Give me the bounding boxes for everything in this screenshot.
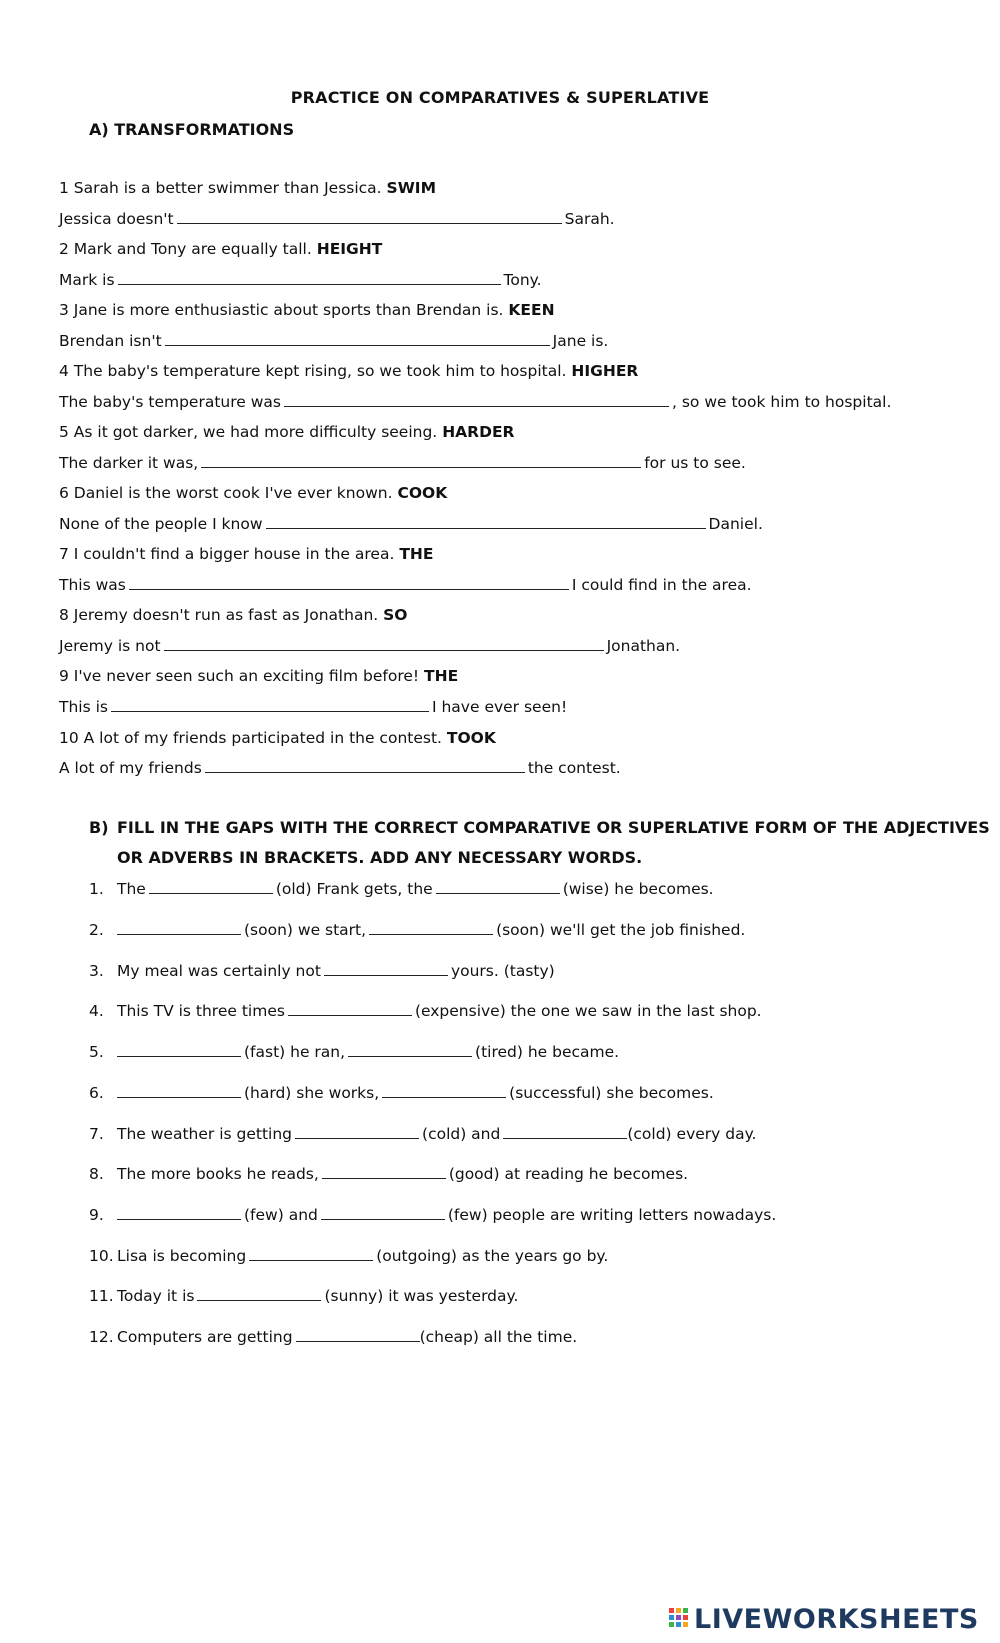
- gap-blank[interactable]: [348, 1042, 472, 1057]
- b-item-2: [89, 919, 745, 941]
- item-number: 9.: [89, 1206, 104, 1224]
- prompt-text: 6 Daniel is the worst cook I've ever known.: [59, 484, 393, 502]
- item-number: 10.: [89, 1247, 114, 1265]
- answer-blank[interactable]: [111, 697, 429, 712]
- gap-blank[interactable]: [295, 1124, 419, 1139]
- keyword: COOK: [397, 484, 448, 502]
- answer-start: Mark is: [59, 271, 115, 289]
- a-item-8-prompt: [59, 604, 407, 626]
- item-text: (few) and: [244, 1206, 318, 1224]
- gap-blank[interactable]: [149, 879, 273, 894]
- liveworksheets-logo-text: LIVEWORKSHEETS: [694, 1603, 979, 1635]
- answer-blank[interactable]: [201, 453, 641, 468]
- item-text: (successful) she becomes.: [509, 1084, 714, 1102]
- a-item-7-prompt: [59, 543, 433, 565]
- answer-blank[interactable]: [118, 270, 501, 285]
- a-item-10-prompt: [59, 727, 496, 749]
- item-text: (outgoing) as the years go by.: [376, 1247, 609, 1265]
- gap-blank[interactable]: [117, 1042, 241, 1057]
- section-b-heading-line2: OR ADVERBS IN BRACKETS. ADD ANY NECESSARY WORDS.: [117, 848, 643, 867]
- item-text: This TV is three times: [117, 1002, 285, 1020]
- a-item-5-answer: [59, 452, 746, 474]
- answer-end: for us to see.: [644, 454, 746, 472]
- a-item-4-answer: [59, 391, 891, 413]
- item-text: (cold) every day.: [627, 1125, 757, 1143]
- b-item-3: [89, 960, 555, 982]
- answer-start: A lot of my friends: [59, 759, 202, 777]
- item-number: 8.: [89, 1165, 104, 1183]
- a-item-3-answer: [59, 330, 608, 352]
- gap-blank[interactable]: [322, 1164, 446, 1179]
- answer-end: Tony.: [503, 271, 542, 289]
- keyword: THE: [424, 667, 459, 685]
- b-item-6: [89, 1082, 714, 1104]
- keyword: SO: [383, 606, 408, 624]
- item-text: (cold) and: [422, 1125, 501, 1143]
- item-text: (good) at reading he becomes.: [448, 1165, 689, 1183]
- answer-blank[interactable]: [165, 331, 550, 346]
- item-text: (hard) she works,: [244, 1084, 380, 1102]
- answer-end: I could find in the area.: [571, 576, 752, 594]
- item-text: (old) Frank gets, the: [275, 880, 433, 898]
- section-b-heading-cont: [89, 847, 642, 869]
- item-text: (cheap) all the time.: [419, 1328, 578, 1346]
- gap-blank[interactable]: [117, 1083, 241, 1098]
- b-item-9: [89, 1204, 776, 1226]
- item-text: (few) people are writing letters nowadays.: [447, 1206, 777, 1224]
- item-text: (wise) he becomes.: [562, 880, 714, 898]
- b-item-10: [89, 1245, 608, 1267]
- item-number: 2.: [89, 921, 104, 939]
- answer-end: Daniel.: [708, 515, 763, 533]
- item-number: 6.: [89, 1084, 104, 1102]
- prompt-text: 8 Jeremy doesn't run as fast as Jonathan.: [59, 606, 379, 624]
- answer-blank[interactable]: [177, 209, 562, 224]
- prompt-text: 1 Sarah is a better swimmer than Jessica.: [59, 179, 382, 197]
- prompt-text: 5 As it got darker, we had more difficulty seeing.: [59, 423, 438, 441]
- a-item-2-answer: [59, 269, 542, 291]
- item-text: Computers are getting: [117, 1328, 293, 1346]
- item-text: (sunny) it was yesterday.: [324, 1287, 519, 1305]
- a-item-5-prompt: [59, 421, 514, 443]
- item-text: Lisa is becoming: [117, 1247, 247, 1265]
- section-b-heading: [89, 817, 990, 839]
- item-text: My meal was certainly not: [117, 962, 321, 980]
- gap-blank[interactable]: [288, 1001, 412, 1016]
- keyword: HEIGHT: [316, 240, 383, 258]
- a-item-2-prompt: [59, 238, 382, 260]
- answer-start: This was: [59, 576, 126, 594]
- item-number: 7.: [89, 1125, 104, 1143]
- item-number: 4.: [89, 1002, 104, 1020]
- prompt-text: 3 Jane is more enthusiastic about sports than Brendan is.: [59, 301, 504, 319]
- answer-start: Brendan isn't: [59, 332, 162, 350]
- item-number: 1.: [89, 880, 104, 898]
- answer-end: the contest.: [527, 759, 621, 777]
- gap-blank[interactable]: [296, 1327, 420, 1342]
- b-item-11: [89, 1285, 518, 1307]
- item-text: Today it is: [117, 1287, 195, 1305]
- a-item-10-answer: [59, 757, 621, 779]
- answer-end: Jane is.: [552, 332, 609, 350]
- a-item-6-answer: [59, 513, 763, 535]
- a-item-8-answer: [59, 635, 680, 657]
- answer-start: The baby's temperature was: [59, 393, 281, 411]
- item-number: 11.: [89, 1287, 114, 1305]
- keyword: SWIM: [386, 179, 436, 197]
- answer-start: This is: [59, 698, 108, 716]
- keyword: THE: [399, 545, 434, 563]
- liveworksheets-logo[interactable]: [668, 1604, 979, 1634]
- gap-blank[interactable]: [197, 1286, 321, 1301]
- answer-start: Jessica doesn't: [59, 210, 174, 228]
- liveworksheets-logo-icon: [668, 1606, 690, 1632]
- answer-blank[interactable]: [205, 758, 525, 773]
- item-text: The weather is getting: [117, 1125, 293, 1143]
- b-item-12: [89, 1326, 577, 1348]
- gap-blank[interactable]: [503, 1124, 627, 1139]
- b-item-8: [89, 1163, 688, 1185]
- item-text: (expensive) the one we saw in the last shop.: [414, 1002, 762, 1020]
- a-item-9-answer: [59, 696, 567, 718]
- page-title: PRACTICE ON COMPARATIVES & SUPERLATIVE: [290, 88, 710, 107]
- item-text: (fast) he ran,: [244, 1043, 346, 1061]
- item-text: yours. (tasty): [450, 962, 555, 980]
- answer-blank[interactable]: [284, 392, 669, 407]
- gap-blank[interactable]: [369, 920, 493, 935]
- b-item-7: [89, 1123, 756, 1145]
- a-item-7-answer: [59, 574, 752, 596]
- gap-blank[interactable]: [382, 1083, 506, 1098]
- gap-blank[interactable]: [117, 1205, 241, 1220]
- keyword: HARDER: [442, 423, 515, 441]
- a-item-6-prompt: [59, 482, 447, 504]
- answer-end: , so we took him to hospital.: [671, 393, 892, 411]
- answer-blank[interactable]: [164, 636, 604, 651]
- b-item-5: [89, 1041, 619, 1063]
- a-item-9-prompt: [59, 665, 458, 687]
- answer-blank[interactable]: [266, 514, 706, 529]
- prompt-text: 2 Mark and Tony are equally tall.: [59, 240, 312, 258]
- item-text: The more books he reads,: [117, 1165, 319, 1183]
- item-text: (tired) he became.: [475, 1043, 620, 1061]
- prompt-text: 4 The baby's temperature kept rising, so we took him to hospital.: [59, 362, 567, 380]
- gap-blank[interactable]: [436, 879, 560, 894]
- item-number: 12.: [89, 1328, 114, 1346]
- a-item-1-prompt: [59, 177, 436, 199]
- answer-start: None of the people I know: [59, 515, 263, 533]
- answer-start: The darker it was,: [59, 454, 199, 472]
- gap-blank[interactable]: [249, 1246, 373, 1261]
- item-text: (soon) we'll get the job finished.: [496, 921, 746, 939]
- keyword: KEEN: [508, 301, 555, 319]
- a-item-1-answer: [59, 208, 615, 230]
- gap-blank[interactable]: [321, 1205, 445, 1220]
- prompt-text: 9 I've never seen such an exciting film before!: [59, 667, 420, 685]
- gap-blank[interactable]: [117, 920, 241, 935]
- keyword: HIGHER: [571, 362, 639, 380]
- answer-end: I have ever seen!: [431, 698, 568, 716]
- section-a-heading: A) TRANSFORMATIONS: [89, 120, 295, 139]
- section-b-label: B): [89, 818, 109, 837]
- answer-end: Jonathan.: [606, 637, 681, 655]
- item-number: 3.: [89, 962, 104, 980]
- b-item-1: [89, 878, 714, 900]
- a-item-4-prompt: [59, 360, 638, 382]
- section-b-heading-line1: FILL IN THE GAPS WITH THE CORRECT COMPARATIVE OR SUPERLATIVE FORM OF THE ADJECTIVES: [117, 818, 990, 837]
- answer-end: Sarah.: [564, 210, 615, 228]
- item-number: 5.: [89, 1043, 104, 1061]
- item-text: The: [117, 880, 146, 898]
- answer-start: Jeremy is not: [59, 637, 161, 655]
- a-item-3-prompt: [59, 299, 555, 321]
- b-item-4: [89, 1000, 762, 1022]
- prompt-text: 10 A lot of my friends participated in the contest.: [59, 729, 442, 747]
- item-text: (soon) we start,: [244, 921, 367, 939]
- gap-blank[interactable]: [324, 961, 448, 976]
- answer-blank[interactable]: [129, 575, 569, 590]
- prompt-text: 7 I couldn't find a bigger house in the area.: [59, 545, 395, 563]
- keyword: TOOK: [446, 729, 496, 747]
